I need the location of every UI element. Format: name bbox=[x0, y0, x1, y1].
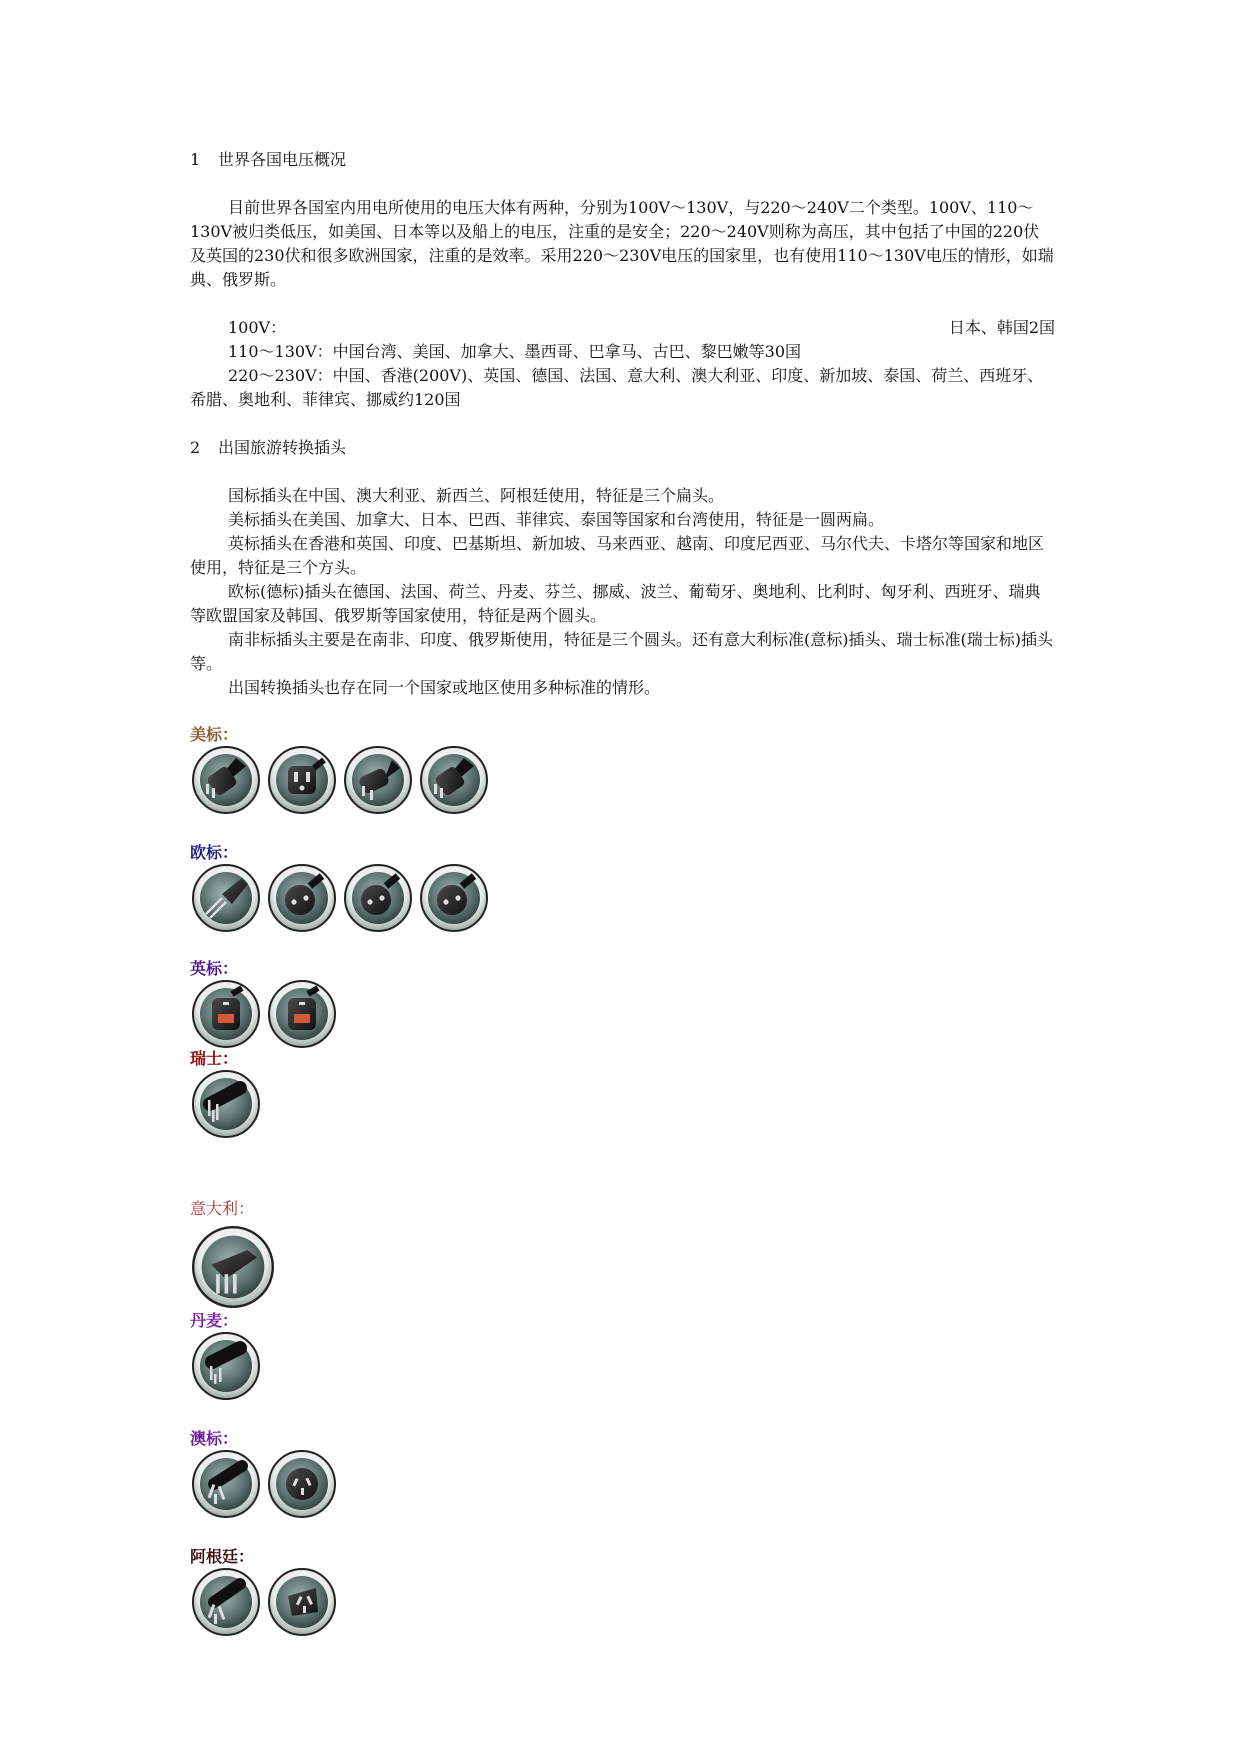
plug-group-label: 英标： bbox=[190, 959, 239, 978]
uk-plug-icon bbox=[192, 980, 260, 1048]
voltage-countries: 中国台湾、美国、加拿大、墨西哥、巴拿马、古巴、黎巴嫩等30国 bbox=[332, 342, 802, 361]
uk-plug-icon bbox=[268, 980, 336, 1048]
australian-plug-icon bbox=[192, 1450, 260, 1518]
schuko-plug-icon bbox=[420, 864, 488, 932]
plug-group-argentina bbox=[190, 1546, 1055, 1636]
schuko-plug-icon bbox=[344, 864, 412, 932]
voltage-label: 110～130V： bbox=[228, 342, 333, 361]
plug-group-label: 瑞士： bbox=[190, 1049, 239, 1068]
plug-group-italy bbox=[190, 1198, 1055, 1308]
plug-row bbox=[192, 1450, 1055, 1518]
plug-row bbox=[192, 746, 1055, 814]
voltage-label: 220～230V： bbox=[228, 366, 333, 385]
section-number: 2 bbox=[190, 438, 201, 457]
plug-paragraph-eu: 欧标(德标)插头在德国、法国、荷兰、丹麦、芬兰、挪威、波兰、葡萄牙、奥地利、比利时、匈牙利、西班牙、瑞典等欧盟国家及韩国、俄罗斯等国家使用，特征是两个圆头。 bbox=[190, 582, 1041, 625]
voltage-line-220v bbox=[190, 364, 1055, 412]
plug-group-label: 丹麦： bbox=[190, 1311, 239, 1330]
plug-group-au bbox=[190, 1428, 1055, 1518]
plug-group-us bbox=[190, 724, 1055, 814]
voltage-countries: 日本、韩国2国 bbox=[948, 318, 1055, 337]
us-plug-icon bbox=[192, 746, 260, 814]
plug-row bbox=[192, 980, 1055, 1048]
plug-row bbox=[192, 1070, 1055, 1138]
argentine-plug-icon bbox=[268, 1568, 336, 1636]
schuko-plug-icon bbox=[268, 864, 336, 932]
section-number: 1 bbox=[190, 150, 201, 169]
us-plug-icon bbox=[268, 746, 336, 814]
section-title: 世界各国电压概况 bbox=[218, 150, 347, 169]
plug-group-swiss bbox=[190, 1048, 1055, 1138]
us-plug-icon bbox=[344, 746, 412, 814]
swiss-plug-icon bbox=[192, 1070, 260, 1138]
plug-row bbox=[192, 864, 1055, 932]
section-2-heading bbox=[190, 436, 1055, 460]
plug-group-label: 美标： bbox=[190, 725, 239, 744]
italian-plug-icon bbox=[192, 1226, 274, 1308]
voltage-overview-paragraph: 目前世界各国室内用电所使用的电压大体有两种，分别为100V～130V，与220～240V二个类型。100V、110～130V被归类低压，如美国、日本等以及船上的电压，注重的是安全；220～240V则称为高压，其中包括了中国的220伏及英国的230伏和很多欧洲国家，注重的是效率。采用220～230V电压的国家里，也有使用110～130V电压的情形，如瑞典、俄罗斯。 bbox=[190, 198, 1054, 289]
us-plug-icon bbox=[420, 746, 488, 814]
eu-plug-icon bbox=[192, 864, 260, 932]
plug-paragraph-multi: 出国转换插头也存在同一个国家或地区使用多种标准的情形。 bbox=[228, 678, 661, 697]
plug-row bbox=[192, 1568, 1055, 1636]
argentine-plug-icon bbox=[192, 1568, 260, 1636]
plug-paragraph-uk: 英标插头在香港和英国、印度、巴基斯坦、新加坡、马来西亚、越南、印度尼西亚、马尔代夫、卡塔尔等国家和地区使用，特征是三个方头。 bbox=[190, 534, 1045, 577]
plug-group-label: 阿根廷： bbox=[190, 1547, 255, 1566]
voltage-countries: 中国、香港(200V)、英国、德国、法国、意大利、澳大利亚、印度、新加坡、泰国、荷兰、西班牙、希腊、奥地利、菲律宾、挪威约120国 bbox=[190, 366, 1044, 409]
plug-group-eu bbox=[190, 842, 1055, 932]
plug-group-denmark bbox=[190, 1310, 1055, 1400]
plug-paragraph-us: 美标插头在美国、加拿大、日本、巴西、菲律宾、泰国等国家和台湾使用，特征是一圆两扁。 bbox=[228, 510, 885, 529]
plug-row bbox=[192, 1226, 1055, 1308]
australian-plug-icon bbox=[268, 1450, 336, 1518]
plug-row bbox=[192, 1332, 1055, 1400]
plug-paragraph-za: 南非标插头主要是在南非、印度、俄罗斯使用，特征是三个圆头。还有意大利标准(意标)插头、瑞士标准(瑞士标)插头等。 bbox=[190, 630, 1053, 673]
voltage-line-100v bbox=[190, 316, 1055, 340]
plug-group-uk bbox=[190, 958, 1055, 1048]
plug-group-label: 欧标： bbox=[190, 843, 239, 862]
danish-plug-icon bbox=[192, 1332, 260, 1400]
plug-paragraph-cn: 国标插头在中国、澳大利亚、新西兰、阿根廷使用，特征是三个扁头。 bbox=[228, 486, 725, 505]
voltage-line-110v bbox=[190, 340, 1055, 364]
section-title: 出国旅游转换插头 bbox=[218, 438, 347, 457]
section-1-heading bbox=[190, 148, 1055, 172]
plug-group-label: 澳标： bbox=[190, 1429, 239, 1448]
plug-gallery bbox=[190, 724, 1055, 1636]
plug-group-label: 意大利： bbox=[190, 1199, 255, 1218]
document-content bbox=[190, 148, 1055, 1636]
voltage-label: 100V： bbox=[228, 318, 287, 337]
